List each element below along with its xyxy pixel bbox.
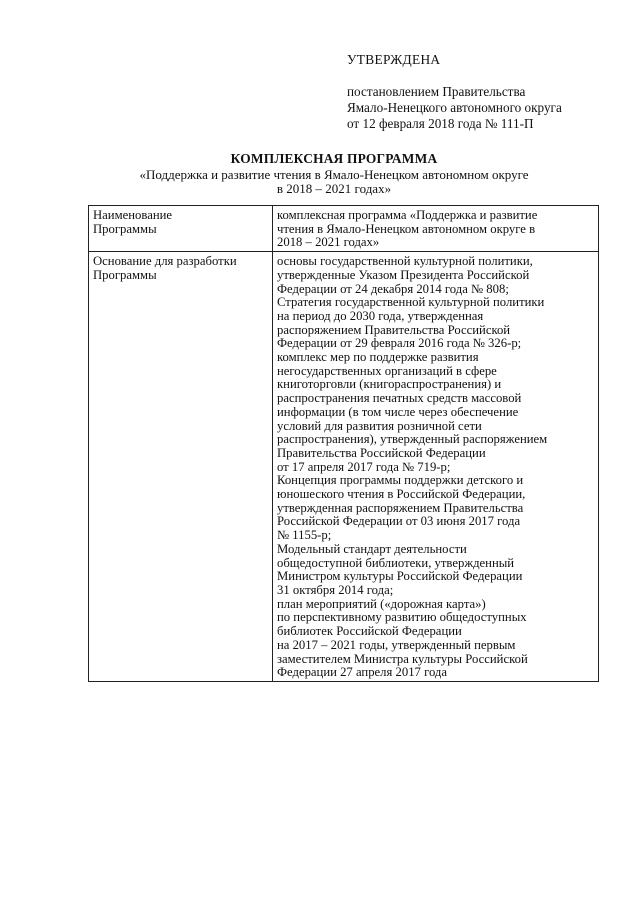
value-line: утвержденные Указом Президента Российской <box>277 267 530 282</box>
value-line: Министром культуры Российской Федерации <box>277 569 523 584</box>
document-heading <box>0 152 640 197</box>
value-line: условий для развития розничной сети <box>277 418 482 433</box>
row-label-basis <box>89 252 273 682</box>
label-line: Программы <box>93 221 157 236</box>
document-subtitle-line: в 2018 – 2021 годах» <box>276 181 392 196</box>
value-line: на период до 2030 года, утвержденная <box>277 308 484 323</box>
value-line: негосударственных организаций в сфере <box>277 363 497 378</box>
approval-title: УТВЕРЖДЕНА <box>347 52 441 67</box>
value-line: комплекс мер по поддержке развития <box>277 350 479 365</box>
value-line: 31 октября 2014 года; <box>277 582 394 597</box>
value-line: Федерации от 29 февраля 2016 года № 326-р; <box>277 336 522 351</box>
document-title: КОМПЛЕКСНАЯ ПРОГРАММА <box>230 151 438 166</box>
table-row <box>89 252 599 682</box>
value-line: Федерации 27 апреля 2017 года <box>277 665 448 680</box>
approval-line: от 12 февраля 2018 года № 111-П <box>347 116 534 131</box>
value-line: Модельный стандарт деятельности <box>277 541 467 556</box>
value-line: утвержденная распоряжением Правительства <box>277 500 524 515</box>
value-line: заместителем Министра культуры Российской <box>277 651 528 666</box>
row-value-program-name <box>273 206 599 252</box>
label-line: Основание для разработки <box>93 254 237 269</box>
program-passport-table <box>88 205 599 682</box>
row-value-basis <box>273 252 599 682</box>
value-line: № 1155-р; <box>277 528 332 543</box>
value-line: комплексная программа «Поддержка и развитие <box>277 208 538 222</box>
value-line: чтения в Ямало-Ненецком автономном округе в <box>277 221 536 236</box>
value-line: основы государственной культурной политики, <box>277 254 533 269</box>
label-line: Программы <box>93 267 157 282</box>
approval-line: Ямало-Ненецкого автономного округа <box>347 100 562 115</box>
value-line: юношеского чтения в Российской Федерации, <box>277 487 526 502</box>
value-line: Концепция программы поддержки детского и <box>277 473 524 488</box>
value-line: общедоступной библиотеки, утвержденный <box>277 555 515 570</box>
label-line: Наименование <box>93 208 173 222</box>
approval-line: постановлением Правительства <box>347 84 526 99</box>
value-line: Федерации от 24 декабря 2014 года № 808; <box>277 281 509 296</box>
value-line: информации (в том числе через обеспечение <box>277 404 519 419</box>
value-line: от 17 апреля 2017 года № 719-р; <box>277 459 451 474</box>
document-subtitle-line: «Поддержка и развитие чтения в Ямало-Ненецком автономном округе <box>139 166 529 182</box>
value-line: библиотек Российской Федерации <box>277 624 462 639</box>
value-line: Правительства Российской Федерации <box>277 445 486 460</box>
value-line: распространения), утвержденный распоряжением <box>277 432 548 447</box>
value-line: Стратегия государственной культурной политики <box>277 295 545 310</box>
value-line: книготорговли (книгораспространения) и <box>277 377 502 392</box>
value-line: Российской Федерации от 03 июня 2017 года <box>277 514 521 529</box>
value-line: на 2017 – 2021 годы, утвержденный первым <box>277 637 516 652</box>
value-line: распространения печатных средств массовой <box>277 391 522 406</box>
value-line: по перспективному развитию общедоступных <box>277 610 527 625</box>
value-line: 2018 – 2021 годах» <box>277 235 380 250</box>
value-line: план мероприятий («дорожная карта») <box>277 596 486 611</box>
row-label-program-name <box>89 206 273 252</box>
approval-stamp <box>347 52 617 132</box>
table-row <box>89 206 599 252</box>
value-line: распоряжением Правительства Российской <box>277 322 511 337</box>
